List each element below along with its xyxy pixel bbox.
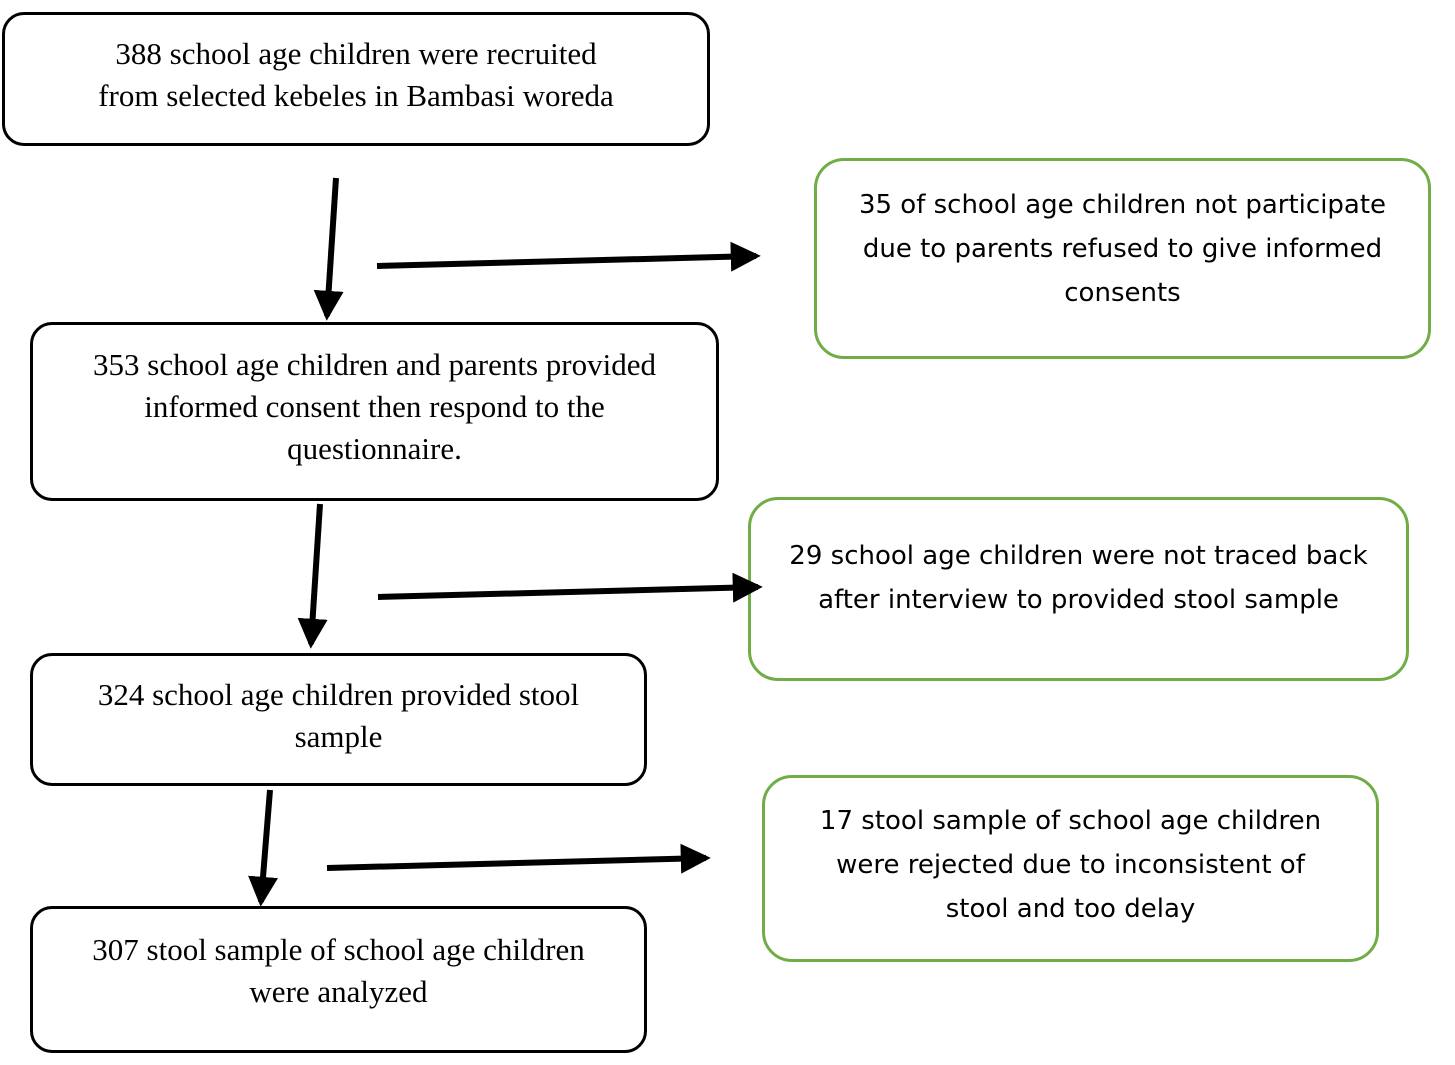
arrow-right-1 xyxy=(377,256,756,266)
stool-provided-text: 324 school age children provided stool sample xyxy=(97,677,580,754)
recruited-text: 388 school age children were recruited from selected kebeles in Bambasi woreda xyxy=(98,36,614,113)
rejected-text: 17 stool sample of school age children were rejected due to inconsistent of stool and too delay xyxy=(819,806,1322,924)
consented-text: 353 school age children and parents provided informed consent then respond to the questionnaire. xyxy=(93,347,656,466)
arrow-right-3 xyxy=(327,858,706,868)
analyzed-text: 307 stool sample of school age children were analyzed xyxy=(92,932,585,1009)
arrow-down-2 xyxy=(311,504,320,644)
arrow-right-2 xyxy=(378,587,758,597)
refused-consent-text: 35 of school age children not participate due to parents refused to give informed consents xyxy=(858,190,1387,308)
not-traced-text: 29 school age children were not traced back after interview to provided stool sample xyxy=(789,541,1368,615)
arrow-down-3 xyxy=(261,790,270,902)
arrow-down-1 xyxy=(327,178,336,316)
